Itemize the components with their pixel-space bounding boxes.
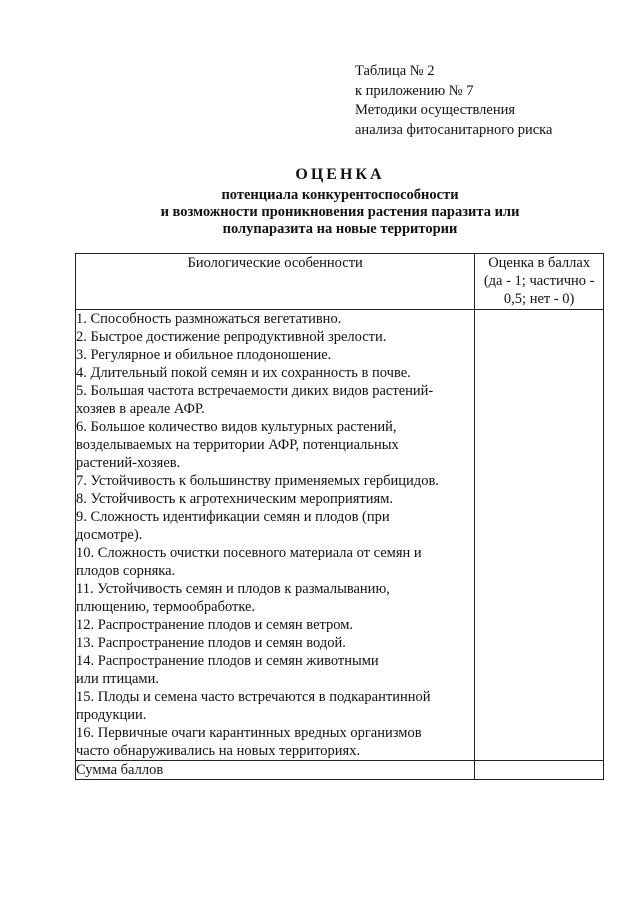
table-row-items [76, 310, 604, 761]
list-item: 11. Устойчивость семян и плодов к размалыванию, [76, 581, 390, 597]
list-item: или птицами. [76, 671, 159, 687]
appendix-line-table-number: Таблица № 2 [355, 63, 435, 79]
list-item: 2. Быстрое достижение репродуктивной зрелости. [76, 329, 387, 345]
list-item: 13. Распространение плодов и семян водой. [76, 635, 346, 651]
list-item: 8. Устойчивость к агротехническим мероприятиям. [76, 491, 393, 507]
table-row-sum [76, 761, 604, 780]
subtitle-line: полупаразита на новые территории [222, 221, 458, 237]
score-cell [475, 310, 604, 761]
list-item: 14. Распространение плодов и семян животными [76, 653, 379, 669]
appendix-line-methodology: Методики осуществления [355, 102, 516, 118]
list-item: досмотре). [76, 527, 143, 543]
list-item: плющению, термообработке. [76, 599, 256, 615]
list-item: продукции. [76, 707, 147, 723]
list-item: 10. Сложность очистки посевного материала от семян и [76, 545, 422, 561]
features-list-cell [76, 310, 475, 761]
list-item: 9. Сложность идентификации семян и плодов (при [76, 509, 390, 525]
list-item: 7. Устойчивость к большинству применяемых гербицидов. [76, 473, 439, 489]
header-score [475, 254, 604, 310]
document-title: ОЦЕНКА [295, 166, 385, 183]
assessment-table [75, 253, 604, 780]
list-item: 3. Регулярное и обильное плодоношение. [76, 347, 332, 363]
appendix-line-risk-analysis: анализа фитосанитарного риска [355, 121, 553, 138]
list-item: хозяев в ареале АФР. [76, 401, 205, 417]
list-item: растений-хозяев. [76, 455, 181, 471]
list-item: 5. Большая частота встречаемости диких видов растений- [76, 383, 434, 399]
list-item: 1. Способность размножаться вегетативно. [76, 311, 342, 327]
list-item: часто обнаруживались на новых территориях. [76, 743, 361, 759]
list-item: возделываемых на территории АФР, потенциальных [76, 437, 399, 453]
list-item: 16. Первичные очаги карантинных вредных организмов [76, 725, 422, 741]
appendix-line-attachment: к приложению № 7 [355, 82, 474, 99]
subtitle-line: и возможности проникновения растения паразита или [160, 204, 520, 220]
list-item: 15. Плоды и семена часто встречаются в подкарантинной [76, 689, 431, 705]
table-header-row [76, 254, 604, 310]
document-subtitle [60, 187, 620, 238]
sum-label-cell: Сумма баллов [76, 761, 475, 780]
appendix-reference [355, 62, 615, 140]
list-item: 12. Распространение плодов и семян ветром. [76, 617, 354, 633]
header-score-line: Оценка в баллах [488, 255, 591, 271]
list-item: 4. Длительный покой семян и их сохранность в почве. [76, 365, 411, 381]
header-score-line: 0,5; нет - 0) [503, 291, 575, 307]
header-biological-features: Биологические особенности [76, 254, 475, 310]
list-item: 6. Большое количество видов культурных растений, [76, 419, 397, 435]
header-score-line: (да - 1; частично - [483, 273, 595, 289]
list-item: плодов сорняка. [76, 563, 176, 579]
subtitle-line: потенциала конкурентоспособности [221, 187, 459, 203]
sum-score-cell [475, 761, 604, 780]
